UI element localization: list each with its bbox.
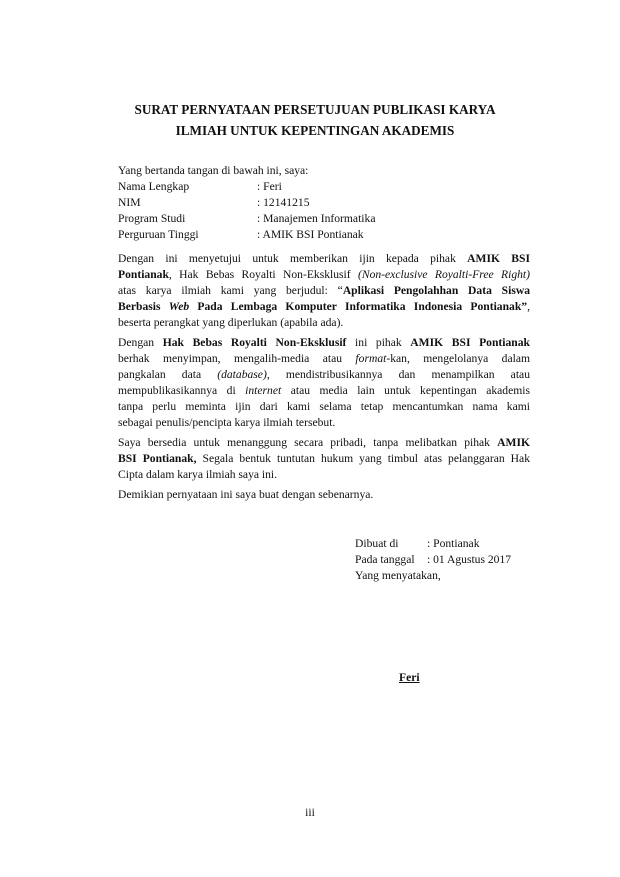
text-run-bold: Pada Lembaga Komputer Informatika Indonesia Pontianak” xyxy=(189,300,528,313)
text-run-bold: Berbasis xyxy=(118,300,169,313)
text-run: , xyxy=(527,300,530,313)
date-label: Pada tanggal xyxy=(355,553,415,566)
text-run: mempublikasikannya di xyxy=(118,384,246,397)
paragraph-liability xyxy=(118,435,530,483)
signature-closing: Yang menyatakan, xyxy=(355,569,441,582)
text-run: Saya bersedia untuk menanggung secara pribadi, tanpa melibatkan pihak xyxy=(118,436,498,449)
paragraph-consent xyxy=(118,251,530,331)
identity-label: Nama Lengkap xyxy=(118,180,190,193)
identity-table xyxy=(118,179,375,243)
signature-place-row xyxy=(355,536,511,552)
place-label: Dibuat di xyxy=(355,537,399,550)
text-run: Dengan ini menyetujui untuk memberikan ijin kepada pihak xyxy=(118,252,468,265)
paragraph-rights xyxy=(118,335,530,431)
paragraph-line xyxy=(118,267,530,283)
text-run: ini pihak xyxy=(346,336,411,349)
paragraph-line xyxy=(118,351,530,367)
text-run-bold: BSI Pontianak, xyxy=(118,452,197,465)
text-run: atau media lain untuk kepentingan akademis xyxy=(281,384,530,397)
signature-date-row xyxy=(355,552,511,568)
identity-label: Perguruan Tinggi xyxy=(118,228,199,241)
text-run-bold: AMIK BSI xyxy=(467,252,530,265)
identity-row-name xyxy=(118,179,375,195)
paragraph-line: tanpa perlu meminta ijin dari kami selama tetap mencantumkan nama kami xyxy=(118,400,530,413)
text-run-bold-italic: Web xyxy=(168,300,190,313)
text-run-bold: Pontianak xyxy=(118,268,169,281)
text-run: berhak menyimpan, mengalih-media atau xyxy=(118,352,356,365)
text-run-italic: internet xyxy=(245,384,282,397)
place-value: : Pontianak xyxy=(427,537,480,550)
paragraph-line xyxy=(118,335,530,351)
paragraph-line: sebagai penulis/pencipta karya ilmiah tersebut. xyxy=(118,416,336,429)
paragraph-closing xyxy=(118,487,530,503)
date-value: : 01 Agustus 2017 xyxy=(427,553,512,566)
text-run-bold: Aplikasi Pengolahhan Data Siswa xyxy=(342,284,530,297)
text-run: Segala bentuk tuntutan hukum yang timbul atas pelanggaran Hak xyxy=(196,452,530,465)
intro-text: Yang bertanda tangan di bawah ini, saya: xyxy=(118,164,309,177)
page-number: iii xyxy=(305,806,315,819)
signer-name: Feri xyxy=(399,671,420,684)
identity-value: : Feri xyxy=(257,180,282,193)
identity-value: : 12141215 xyxy=(257,196,310,209)
text-run: -kan, mengelolanya dalam xyxy=(386,352,530,365)
paragraph-line: Demikian pernyataan ini saya buat dengan sebenarnya. xyxy=(118,488,374,501)
text-run-bold: AMIK xyxy=(497,436,530,449)
text-run-bold: AMIK BSI Pontianak xyxy=(410,336,530,349)
paragraph-line xyxy=(118,299,530,315)
identity-row-nim xyxy=(118,195,375,211)
text-run: Dengan xyxy=(118,336,163,349)
paragraph-line xyxy=(118,251,530,267)
title-line-1: SURAT PERNYATAAN PERSETUJUAN PUBLIKASI KARYA xyxy=(134,102,496,117)
text-run-italic: (Non-exclusive Royalti-Free Right) xyxy=(357,268,530,281)
text-run-bold: Hak Bebas Royalti Non-Eksklusif xyxy=(162,336,347,349)
identity-value: : AMIK BSI Pontianak xyxy=(257,228,364,241)
paragraph-line xyxy=(118,451,530,467)
identity-row-institution xyxy=(118,227,375,243)
text-run-italic: (database) xyxy=(217,368,267,381)
title-line-2: ILMIAH UNTUK KEPENTINGAN AKADEMIS xyxy=(175,123,455,138)
identity-row-program xyxy=(118,211,375,227)
text-run-italic: format xyxy=(355,352,387,365)
text-run: , mendistribusikannya dan menampilkan atau xyxy=(266,368,530,381)
text-run: , Hak Bebas Royalti Non-Eksklusif xyxy=(168,268,358,281)
text-run: pangkalan data xyxy=(118,368,218,381)
paragraph-line xyxy=(118,283,530,299)
signature-block xyxy=(355,536,511,584)
identity-label: Program Studi xyxy=(118,212,186,225)
paragraph-line xyxy=(118,383,530,399)
paragraph-line: Cipta dalam karya ilmiah saya ini. xyxy=(118,468,278,481)
document-title xyxy=(100,99,530,141)
text-run: atas karya ilmiah kami yang berjudul: “ xyxy=(118,284,343,297)
paragraph-line xyxy=(118,367,530,383)
paragraph-line xyxy=(118,435,530,451)
identity-label: NIM xyxy=(118,196,141,209)
paragraph-line: beserta perangkat yang diperlukan (apabila ada). xyxy=(118,316,344,329)
identity-value: : Manajemen Informatika xyxy=(257,212,376,225)
